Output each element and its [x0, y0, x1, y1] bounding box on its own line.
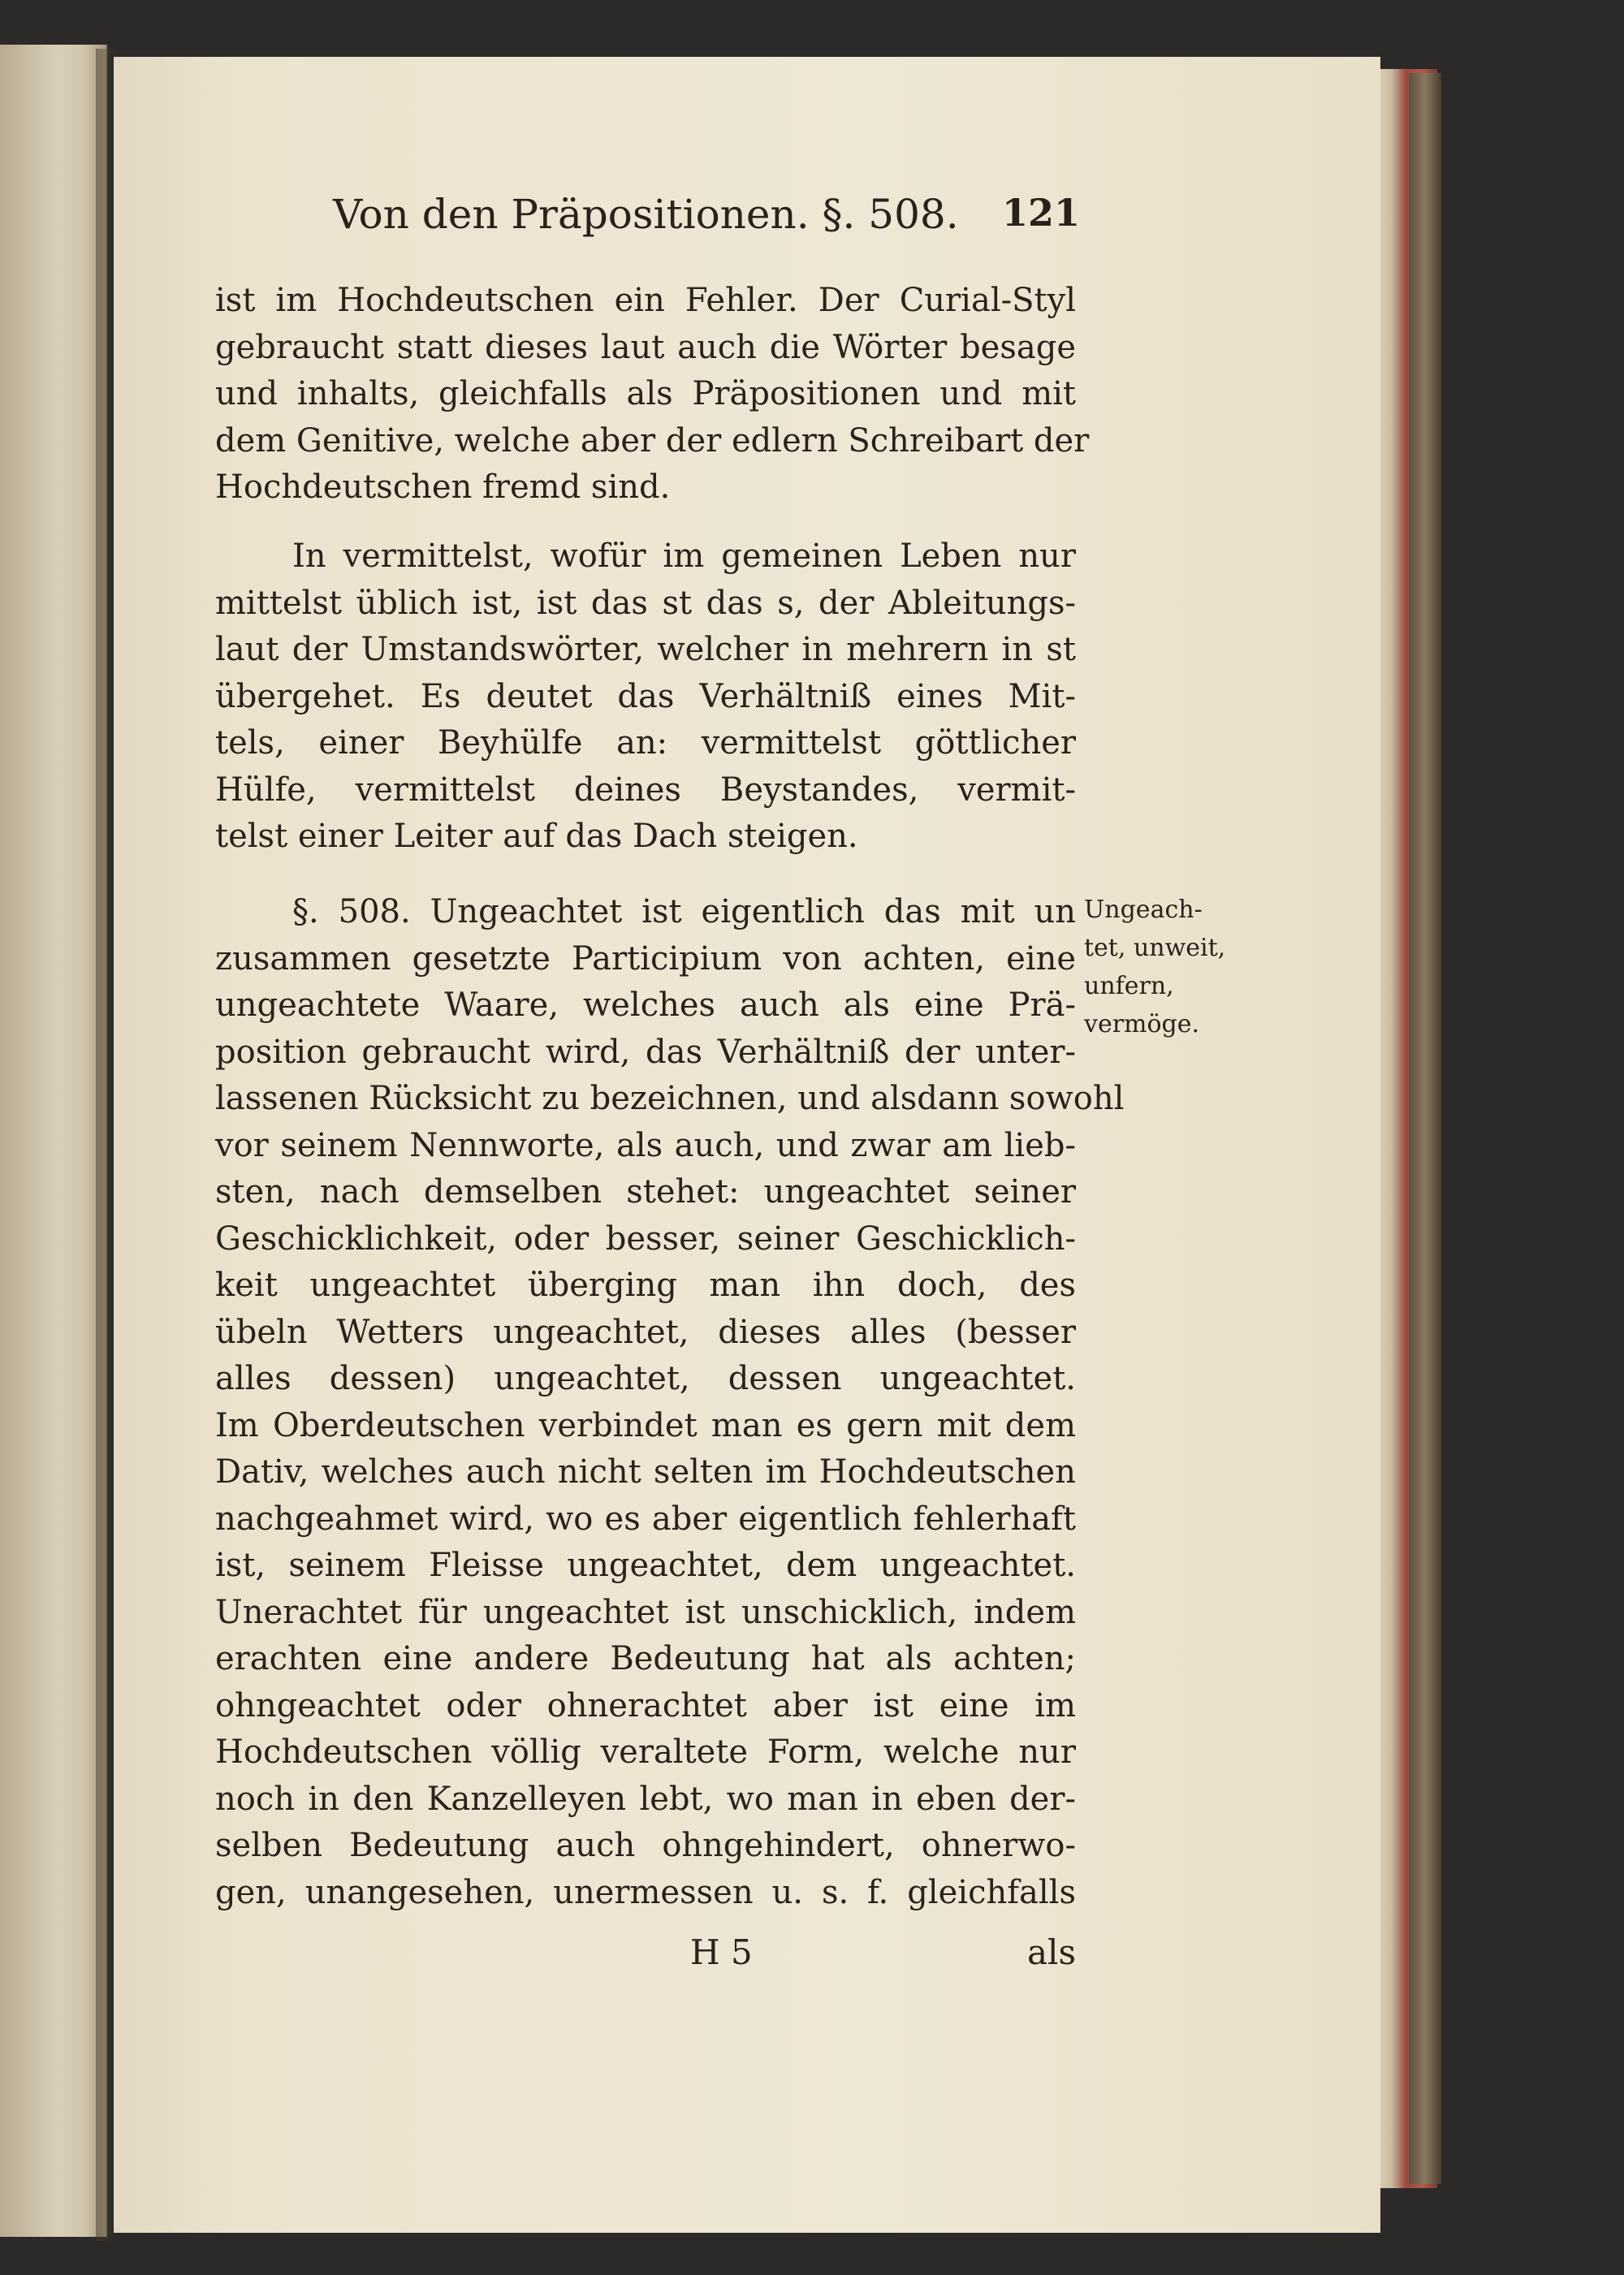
paragraph-vermittelst [215, 533, 1076, 861]
text-line: Im Oberdeutschen verbindet man es gern mit dem [215, 1406, 1076, 1444]
text-line: Hochdeutschen fremd sind. [215, 468, 671, 506]
text-line: vor seinem Nennworte, als auch, und zwar am lieb- [215, 1126, 1076, 1164]
text-line: laut der Umstandswörter, welcher in mehrern in st [215, 631, 1076, 668]
margin-note-line: tet, unweit, [1084, 934, 1226, 962]
text-line: Hülfe, vermittelst deines Beystandes, vermit- [215, 771, 1076, 809]
text-line: keit ungeachtet überging man ihn doch, des [215, 1267, 1076, 1304]
text-line: In vermittelst, wofür im gemeinen Leben nur [292, 537, 1076, 575]
text-line: mittelst üblich ist, ist das st das s, der Ableitungs- [215, 584, 1076, 622]
text-line: ist im Hochdeutschen ein Fehler. Der Curial-Styl [215, 282, 1076, 319]
text-line: nachgeahmet wird, wo es aber eigentlich fehlerhaft [215, 1500, 1076, 1538]
page-header [333, 183, 1080, 256]
page-footer [215, 1932, 1076, 1981]
margin-note-line: Ungeach- [1084, 896, 1203, 924]
text-line: gen, unangesehen, unermessen u. s. f. gleichfalls [215, 1873, 1076, 1911]
text-line: alles dessen) ungeachtet, dessen ungeachtet. [215, 1360, 1076, 1397]
text-line: §. 508. Ungeachtet ist eigentlich das mit un [292, 893, 1076, 930]
book-cover-edge [1409, 73, 1441, 2184]
text-line: Geschicklichkeit, oder besser, seiner Geschicklich- [215, 1220, 1076, 1258]
margin-note-line: unfern, [1084, 972, 1174, 1000]
text-line: position gebraucht wird, das Verhältniß der unter- [215, 1033, 1076, 1071]
text-line: Dativ, welches auch nicht selten im Hochdeutschen [215, 1453, 1076, 1491]
text-line: telst einer Leiter auf das Dach steigen. [215, 818, 858, 855]
margin-note [1084, 891, 1238, 1043]
text-line: noch in den Kanzelleyen lebt, wo man in eben der- [215, 1780, 1076, 1818]
text-line: übeln Wetters ungeachtet, dieses alles (besser [215, 1313, 1076, 1351]
text-line: zusammen gesetzte Participium von achten, eine [215, 939, 1076, 978]
text-line: Unerachtet für ungeachtet ist unschicklich, indem [215, 1593, 1076, 1631]
paragraph-continuation [215, 278, 1090, 512]
text-line: selben Bedeutung auch ohngehindert, ohnerwo- [215, 1827, 1076, 1864]
text-line: ist, seinem Fleisse ungeachtet, dem ungeachtet. [215, 1547, 1076, 1584]
margin-note-line: vermöge. [1084, 1010, 1200, 1038]
text-line: Hochdeutschen völlig veraltete Form, welche nur [215, 1733, 1076, 1771]
text-line: übergehet. Es deutet das Verhältniß eines Mit- [215, 677, 1076, 715]
text-line: lassenen Rücksicht zu bezeichnen, und alsdann sowohl [215, 1080, 1125, 1117]
text-line: und inhalts, gleichfalls als Präpositionen und mit [215, 375, 1076, 412]
signature-mark: H 5 [690, 1932, 753, 1972]
text-line: tels, einer Beyhülfe an: vermittelst göttlicher [215, 724, 1076, 762]
running-head: Von den Präpositionen. §. 508. [333, 191, 959, 238]
paragraph-section-508 [215, 889, 1125, 1916]
text-line: dem Genitive, welche aber der edlern Schreibart der [215, 421, 1090, 460]
page-number: 121 [1001, 191, 1080, 235]
text-line: erachten eine andere Bedeutung hat als achten; [215, 1640, 1076, 1677]
catchword: als [1026, 1932, 1076, 1972]
text-line: gebraucht statt dieses laut auch die Wörter besage [215, 328, 1076, 366]
text-line: ohngeachtet oder ohnerachtet aber ist eine im [215, 1686, 1076, 1725]
text-line: sten, nach demselben stehet: ungeachtet seiner [215, 1173, 1076, 1211]
left-page-edge [0, 45, 107, 2237]
text-line: ungeachtete Waare, welches auch als eine Prä- [215, 986, 1076, 1024]
